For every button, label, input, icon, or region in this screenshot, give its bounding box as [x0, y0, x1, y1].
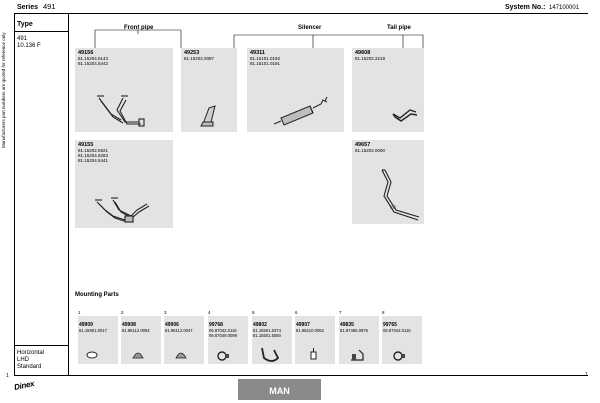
oem-list: 81.15202.2218	[355, 56, 386, 61]
mounting-index: 6	[295, 310, 298, 315]
mounting-card-99765[interactable]	[382, 316, 422, 364]
page-number-left: 1	[6, 373, 9, 379]
part-number: 49906	[165, 322, 179, 328]
tail-pipe-drawing	[352, 48, 424, 132]
mounting-card-49906[interactable]	[164, 316, 204, 364]
system-label: System No.:	[505, 4, 546, 11]
part-number: 49802	[253, 322, 267, 328]
part-number: 49608	[355, 50, 371, 56]
part-number: 49835	[340, 322, 354, 328]
oem-list: 81.15204.5143 81.15204.5442	[78, 56, 109, 66]
clamp-drawing	[208, 316, 248, 364]
mounting-index: 8	[382, 310, 385, 315]
part-number: 49907	[296, 322, 310, 328]
engine-value: 10.136 F	[17, 43, 41, 49]
oem-list: 81.15202.0090	[355, 148, 386, 153]
front-pipe-drawing	[75, 48, 173, 132]
oem-list: 81.15202.5921 81.15204.5283 81.15204.5441	[78, 148, 109, 163]
oem-list: 81.15202.0087	[184, 56, 215, 61]
mounting-index: 7	[339, 310, 342, 315]
mounting-card-49835[interactable]	[339, 316, 379, 364]
mounting-index: 2	[121, 310, 124, 315]
config-standard: Standard	[17, 364, 42, 370]
mounting-card-49909[interactable]	[78, 316, 118, 364]
mounting-card-49908[interactable]	[121, 316, 161, 364]
section-front-pipe: Front pipe	[124, 25, 154, 31]
oem-list: 81.15101.0192 81.15101.0191	[250, 56, 281, 66]
front-pipe-alt-drawing	[75, 140, 173, 228]
mounting-index: 4	[208, 310, 211, 315]
mounting-index: 5	[252, 310, 255, 315]
part-card-49253[interactable]	[181, 48, 237, 132]
mounting-index: 3	[164, 310, 167, 315]
tail-pipe-alt-drawing	[352, 140, 424, 224]
footer-rule	[14, 375, 588, 376]
series-value: 491	[43, 2, 56, 11]
config-horizontal: Horizontal	[17, 350, 45, 356]
part-card-49608[interactable]	[352, 48, 424, 132]
reference-note: Manufacturers part numbers are quoted for reference only	[1, 32, 6, 148]
part-number: 49253	[184, 50, 200, 56]
oem-list: 81.97486.0876	[340, 328, 368, 333]
bracket-drawing	[181, 48, 237, 132]
part-card-49311[interactable]	[247, 48, 344, 132]
ring-drawing	[121, 316, 161, 364]
oem-list: 81.96112.0054	[122, 328, 150, 333]
brand-banner: MAN	[238, 379, 321, 400]
oem-list: 81.15901.0017	[79, 328, 107, 333]
oem-list: 06.67042.0116 06.67049.0099	[209, 328, 237, 338]
part-number: 49311	[250, 50, 265, 56]
type-value: 491	[17, 36, 28, 42]
config-lhd: LHD	[17, 357, 30, 363]
strap-drawing	[252, 316, 292, 364]
series-label: Series	[17, 4, 39, 11]
page-number-right: 1	[585, 372, 588, 378]
mounting-card-49802[interactable]	[252, 316, 292, 364]
hanger-drawing	[339, 316, 379, 364]
silencer-drawing	[247, 48, 344, 132]
part-number: 99765	[383, 322, 397, 328]
gasket-drawing	[78, 316, 118, 364]
oem-list: 06.67042.0115	[383, 328, 411, 333]
rubber-mount-drawing	[295, 316, 335, 364]
section-tail-pipe: Tail pipe	[387, 25, 411, 31]
mounting-card-49907[interactable]	[295, 316, 335, 364]
part-number: 49657	[355, 142, 371, 148]
section-silencer: Silencer	[298, 25, 322, 31]
part-card-49657[interactable]	[352, 140, 424, 224]
oem-list: 81.96112.0047	[165, 328, 193, 333]
part-number: 49156	[78, 50, 94, 56]
type-label: Type	[17, 21, 33, 28]
mounting-title: Mounting Parts	[75, 292, 119, 298]
mounting-index: 1	[78, 310, 81, 315]
clamp-drawing	[382, 316, 422, 364]
mounting-card-99768[interactable]	[208, 316, 248, 364]
part-number: 49908	[122, 322, 136, 328]
dinex-logo: Dinex	[13, 378, 36, 393]
part-card-49156[interactable]	[75, 48, 173, 132]
part-number: 49155	[78, 142, 94, 148]
ring-drawing	[164, 316, 204, 364]
part-number: 99768	[209, 322, 223, 328]
system-value: 147100001	[549, 4, 580, 11]
oem-list: 81.96210.0052	[296, 328, 324, 333]
part-number: 49909	[79, 322, 93, 328]
oem-list: 81.15501.5374 81.15501.5560	[253, 328, 281, 338]
part-card-49155[interactable]	[75, 140, 173, 228]
